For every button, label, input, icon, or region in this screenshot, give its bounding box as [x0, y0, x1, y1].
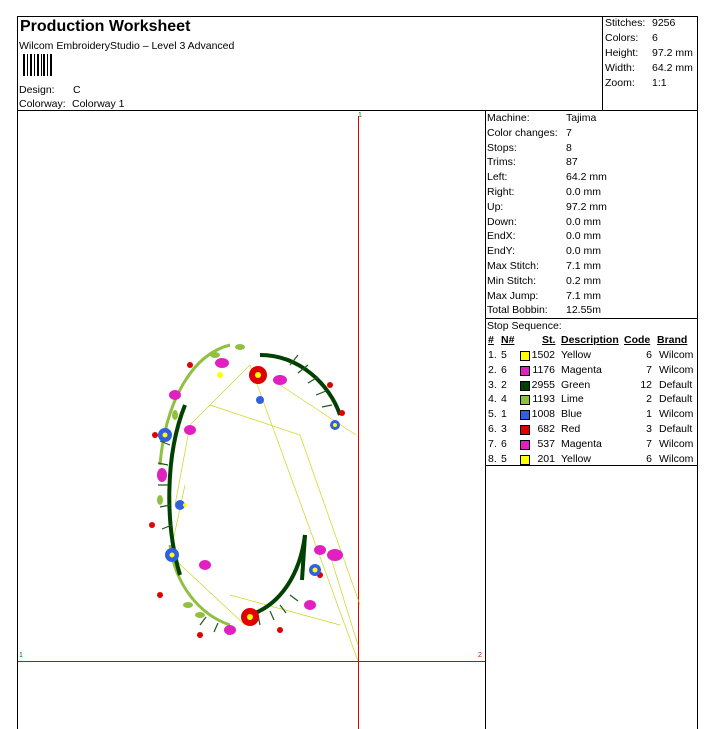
stop-code: 12	[640, 378, 652, 391]
summary-value: 64.2 mm	[652, 62, 693, 74]
stop-num: 8.	[488, 452, 497, 465]
machine-info-divider	[485, 318, 697, 319]
color-swatch	[520, 455, 530, 465]
stop-num: 2.	[488, 363, 497, 376]
stop-sequence-row	[487, 364, 697, 379]
stop-num: 1.	[488, 349, 497, 361]
machine-info-label: Color changes:	[487, 126, 558, 139]
stop-description: Green	[561, 378, 591, 391]
color-swatch	[520, 381, 530, 391]
stop-sequence-row	[487, 453, 697, 468]
frame-right	[697, 16, 698, 729]
color-swatch	[520, 366, 530, 376]
summary-label: Colors:	[605, 32, 639, 44]
machine-info-label: Trims:	[487, 156, 516, 169]
machine-info-value: 0.0 mm	[566, 230, 602, 243]
stop-code: 3	[646, 423, 652, 435]
color-swatch	[520, 440, 530, 450]
summary-label: Zoom:	[605, 77, 635, 89]
machine-info-value: 7.1 mm	[566, 289, 602, 302]
stop-stitches: 682	[537, 423, 555, 435]
stop-sequence-row	[487, 423, 697, 438]
stop-sequence-row	[487, 379, 697, 394]
stop-code: 6	[646, 452, 652, 465]
summary-value: 9256	[652, 17, 676, 29]
page-title: Production Worksheet	[20, 18, 191, 35]
stop-sequence-row	[487, 408, 697, 423]
machine-info-value: 7.1 mm	[566, 260, 602, 272]
machine-info-value: 87	[566, 156, 578, 169]
stop-needle: 5	[501, 452, 507, 465]
stop-needle: 2	[501, 378, 507, 391]
machine-info-label: Max Jump:	[487, 289, 539, 302]
stop-brand: Wilcom	[659, 452, 694, 465]
embroidery-design-c	[130, 325, 370, 670]
machine-info-value: 8	[566, 141, 572, 154]
software-name: Wilcom EmbroideryStudio – Level 3 Advanced	[19, 40, 235, 52]
colorway-label: Colorway:	[19, 98, 66, 110]
stop-brand: Default	[659, 378, 693, 391]
stop-description: Magenta	[561, 363, 602, 376]
summary-label: Height:	[605, 47, 639, 59]
machine-info-label: Stops:	[487, 141, 517, 154]
stop-needle: 5	[501, 349, 507, 361]
machine-info-value: 97.2 mm	[566, 200, 607, 213]
machine-info-label: Min Stitch:	[487, 274, 537, 287]
stop-num: 7.	[488, 437, 497, 450]
stop-needle: 3	[501, 423, 507, 435]
stop-stitches: 1193	[532, 393, 555, 406]
machine-info-label: EndY:	[487, 245, 516, 258]
design-value: C	[73, 84, 81, 96]
frame-top	[17, 16, 697, 17]
barcode	[23, 54, 53, 76]
stop-num: 6.	[488, 423, 497, 435]
canvas-marker-left: 1	[19, 652, 23, 659]
stop-brand: Wilcom	[659, 408, 694, 421]
stop-sequence-row	[487, 438, 697, 453]
summary-value: 1:1	[652, 77, 667, 89]
stop-sequence-row	[487, 393, 697, 408]
machine-info-value: 0.0 mm	[566, 245, 602, 258]
canvas-marker-top: 1	[358, 112, 362, 119]
stop-brand: Default	[659, 393, 693, 406]
stop-stitches: 537	[537, 437, 555, 450]
header-needle: N#	[501, 334, 515, 346]
header-code: Code	[624, 334, 651, 346]
machine-info-value: 64.2 mm	[566, 171, 607, 184]
stop-description: Lime	[561, 393, 584, 406]
machine-info-value: 12.55m	[566, 304, 602, 317]
color-swatch	[520, 351, 530, 361]
color-swatch	[520, 410, 530, 420]
summary-value: 97.2 mm	[652, 47, 693, 59]
stop-stitches: 1008	[531, 408, 555, 421]
stop-brand: Wilcom	[659, 363, 694, 376]
summary-divider	[602, 16, 603, 110]
machine-info-value: 0.0 mm	[566, 186, 602, 198]
header-stitches: St.	[542, 334, 556, 346]
header-brand: Brand	[657, 334, 688, 346]
machine-info-label: EndX:	[487, 230, 516, 243]
machine-info-value: 7	[566, 126, 572, 139]
stop-description: Yellow	[561, 349, 591, 361]
stop-brand: Wilcom	[659, 437, 694, 450]
header-description: Description	[561, 334, 619, 346]
stop-description: Red	[561, 423, 581, 435]
machine-info-value: 0.2 mm	[566, 274, 602, 287]
summary-label: Stitches:	[605, 17, 646, 29]
design-label: Design:	[19, 84, 55, 96]
stop-needle: 4	[501, 393, 507, 406]
stop-needle: 1	[501, 408, 507, 421]
stop-description: Blue	[561, 408, 583, 421]
frame-left	[17, 16, 18, 729]
stop-stitches: 1502	[531, 349, 555, 361]
stop-sequence-title: Stop Sequence:	[487, 320, 562, 332]
machine-info-label: Right:	[487, 186, 515, 198]
machine-info-value: 0.0 mm	[566, 215, 602, 228]
canvas-marker-right: 2	[478, 652, 482, 659]
stop-code: 6	[646, 349, 652, 361]
stop-code: 2	[646, 393, 652, 406]
stop-code: 7	[646, 437, 652, 450]
color-swatch	[520, 395, 530, 405]
machine-info-label: Down:	[487, 215, 517, 228]
stop-description: Yellow	[561, 452, 591, 465]
stop-brand: Wilcom	[659, 349, 694, 361]
machine-info-label: Up:	[487, 200, 504, 213]
header-num: #	[488, 334, 494, 346]
machine-info-label: Max Stitch:	[487, 260, 539, 272]
stop-needle: 6	[501, 363, 507, 376]
stop-sequence-header	[487, 334, 697, 349]
machine-info-label: Left:	[487, 171, 508, 184]
machine-info-label: Machine:	[487, 112, 530, 124]
header-divider	[17, 110, 697, 111]
color-swatch	[520, 425, 530, 435]
stop-sequence-row	[487, 349, 697, 364]
stop-num: 5.	[488, 408, 497, 421]
stop-code: 1	[646, 408, 652, 421]
summary-value: 6	[652, 32, 658, 44]
summary-label: Width:	[605, 62, 635, 74]
stop-num: 4.	[488, 393, 497, 406]
stop-code: 7	[646, 363, 652, 376]
stop-brand: Default	[659, 423, 693, 435]
stop-stitches: 1176	[532, 363, 555, 376]
stop-needle: 6	[501, 437, 507, 450]
stop-stitches: 201	[537, 452, 555, 465]
stop-num: 3.	[488, 378, 497, 391]
colorway-value: Colorway 1	[72, 98, 125, 110]
machine-info-value: Tajima	[566, 112, 597, 124]
side-panel-divider	[485, 110, 486, 729]
stop-description: Magenta	[561, 437, 602, 450]
machine-info-label: Total Bobbin:	[487, 304, 548, 317]
stop-stitches: 2955	[531, 378, 555, 391]
